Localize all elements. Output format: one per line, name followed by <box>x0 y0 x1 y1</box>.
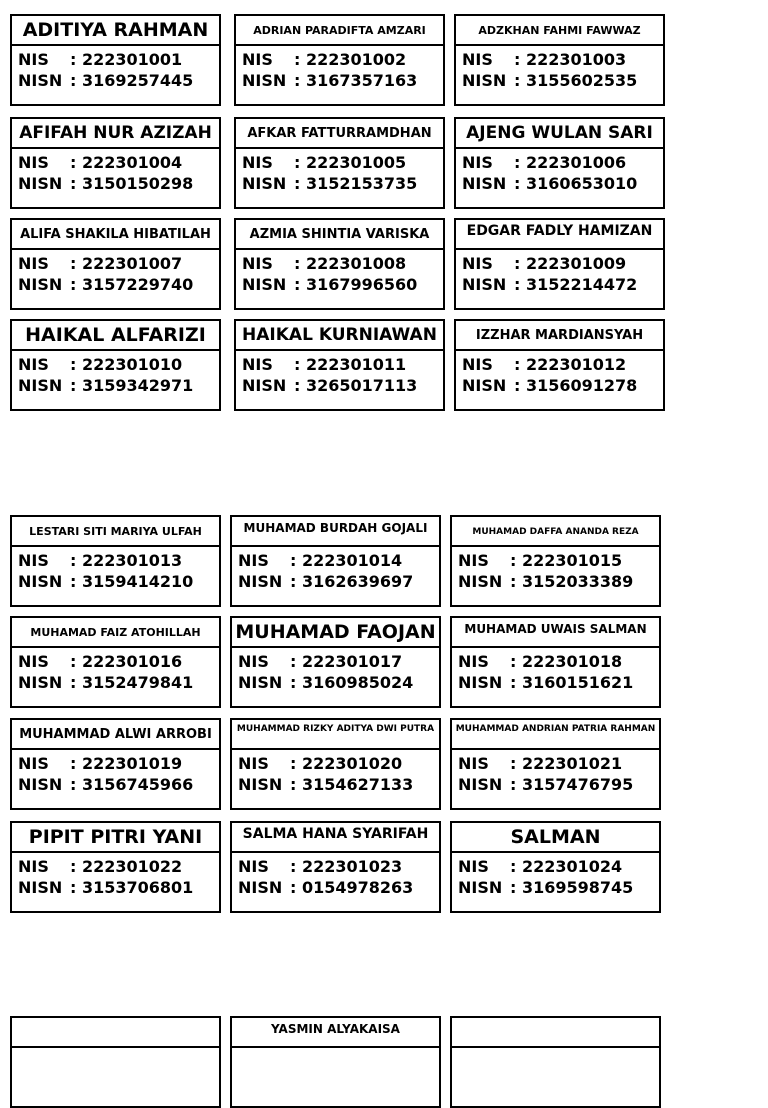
nis-value: : 222301002 <box>294 50 407 69</box>
nis-row <box>462 354 637 375</box>
student-ids <box>242 49 417 91</box>
nis-value: : 222301019 <box>70 754 183 773</box>
student-label-card <box>10 1016 221 1108</box>
nisn-label: NISN <box>238 572 283 591</box>
nisn-row <box>462 70 637 91</box>
nisn-label: NISN <box>462 71 507 90</box>
student-label-card <box>450 1016 661 1108</box>
nisn-row <box>242 173 417 194</box>
student-ids <box>242 253 417 295</box>
nisn-row <box>458 672 633 693</box>
nis-label: NIS <box>238 652 269 671</box>
nis-label: NIS <box>18 254 49 273</box>
nis-label: NIS <box>462 254 493 273</box>
nisn-label: NISN <box>18 878 63 897</box>
student-label-card <box>10 821 221 913</box>
nisn-value: : 3153706801 <box>70 878 194 897</box>
student-ids <box>238 753 413 795</box>
student-ids <box>458 753 633 795</box>
nisn-label: NISN <box>458 572 503 591</box>
nisn-label: NISN <box>462 275 507 294</box>
student-ids <box>238 856 413 898</box>
nisn-value: : 3157229740 <box>70 275 194 294</box>
student-label-card <box>230 1016 441 1108</box>
student-label-card <box>10 319 221 411</box>
nisn-row <box>18 672 193 693</box>
nis-value: : 222301010 <box>70 355 183 374</box>
student-name: MUHAMAD BURDAH GOJALI <box>232 517 439 547</box>
student-name: AFIFAH NUR AZIZAH <box>12 119 219 149</box>
nis-value: : 222301001 <box>70 50 183 69</box>
student-label-card <box>10 616 221 708</box>
student-ids <box>238 550 413 592</box>
nis-label: NIS <box>458 754 489 773</box>
student-label-card <box>454 319 665 411</box>
student-ids <box>18 152 193 194</box>
nisn-value: : 3152214472 <box>514 275 638 294</box>
nis-value: : 222301007 <box>70 254 183 273</box>
nis-label: NIS <box>242 50 273 69</box>
nis-row <box>458 856 633 877</box>
nisn-row <box>18 375 193 396</box>
nis-value: : 222301009 <box>514 254 627 273</box>
nis-value: : 222301018 <box>510 652 623 671</box>
student-name: YASMIN ALYAKAISA <box>232 1018 439 1048</box>
nis-row <box>18 354 193 375</box>
nis-value: : 222301011 <box>294 355 407 374</box>
nisn-row <box>458 774 633 795</box>
nisn-row <box>242 375 417 396</box>
student-ids <box>462 354 637 396</box>
nisn-label: NISN <box>242 174 287 193</box>
nis-value: : 222301004 <box>70 153 183 172</box>
nis-row <box>458 550 633 571</box>
nisn-row <box>18 774 193 795</box>
nis-value: : 222301022 <box>70 857 183 876</box>
nis-label: NIS <box>18 50 49 69</box>
nis-label: NIS <box>242 153 273 172</box>
nisn-row <box>242 70 417 91</box>
nisn-value: : 3154627133 <box>290 775 414 794</box>
student-ids <box>462 49 637 91</box>
nisn-value: : 3152033389 <box>510 572 634 591</box>
nis-value: : 222301016 <box>70 652 183 671</box>
nis-value: : 222301003 <box>514 50 627 69</box>
student-label-card <box>230 718 441 810</box>
student-name: SALMAN <box>452 823 659 853</box>
nis-value: : 222301013 <box>70 551 183 570</box>
nisn-row <box>18 877 193 898</box>
nis-row <box>18 651 193 672</box>
nis-label: NIS <box>18 857 49 876</box>
student-name: ADZKHAN FAHMI FAWWAZ <box>456 16 663 46</box>
nis-row <box>242 354 417 375</box>
nisn-value: : 3155602535 <box>514 71 638 90</box>
nisn-label: NISN <box>458 775 503 794</box>
nis-row <box>18 856 193 877</box>
nisn-value: : 3156091278 <box>514 376 638 395</box>
student-ids <box>18 49 193 91</box>
student-name: LESTARI SITI MARIYA ULFAH <box>12 517 219 547</box>
student-ids <box>462 152 637 194</box>
student-name: IZZHAR MARDIANSYAH <box>456 321 663 351</box>
student-name: MUHAMMAD ANDRIAN PATRIA RAHMAN <box>452 720 659 750</box>
student-label-card <box>450 718 661 810</box>
nis-value: : 222301023 <box>290 857 403 876</box>
nisn-row <box>238 571 413 592</box>
student-name: AZMIA SHINTIA VARISKA <box>236 220 443 250</box>
student-label-card <box>234 218 445 310</box>
nis-label: NIS <box>242 355 273 374</box>
nis-row <box>18 253 193 274</box>
student-name: AFKAR FATTURRAMDHAN <box>236 119 443 149</box>
nisn-value: : 3160985024 <box>290 673 414 692</box>
nis-label: NIS <box>458 857 489 876</box>
nis-value: : 222301020 <box>290 754 403 773</box>
student-ids <box>18 550 193 592</box>
student-name: MUHAMAD DAFFA ANANDA REZA <box>452 517 659 547</box>
student-label-card <box>454 218 665 310</box>
nisn-value: : 0154978263 <box>290 878 414 897</box>
nisn-row <box>462 274 637 295</box>
nisn-row <box>238 877 413 898</box>
nis-row <box>462 49 637 70</box>
nisn-label: NISN <box>462 174 507 193</box>
nisn-label: NISN <box>18 775 63 794</box>
student-label-card <box>10 515 221 607</box>
nis-row <box>242 152 417 173</box>
student-name: SALMA HANA SYARIFAH <box>232 823 439 853</box>
student-label-card <box>454 14 665 106</box>
student-label-card <box>450 515 661 607</box>
student-ids <box>18 354 193 396</box>
nis-row <box>242 49 417 70</box>
nisn-row <box>238 672 413 693</box>
student-name: PIPIT PITRI YANI <box>12 823 219 853</box>
nis-label: NIS <box>238 857 269 876</box>
nisn-value: : 3152153735 <box>294 174 418 193</box>
nis-value: : 222301015 <box>510 551 623 570</box>
nisn-label: NISN <box>458 878 503 897</box>
nisn-row <box>18 173 193 194</box>
nisn-label: NISN <box>18 673 63 692</box>
nisn-value: : 3150150298 <box>70 174 194 193</box>
nisn-label: NISN <box>238 673 283 692</box>
student-name: MUHAMMAD RIZKY ADITYA DWI PUTRA <box>232 720 439 750</box>
nis-row <box>462 253 637 274</box>
nisn-value: : 3159342971 <box>70 376 194 395</box>
nis-row <box>238 856 413 877</box>
nis-row <box>18 152 193 173</box>
nis-label: NIS <box>462 355 493 374</box>
nis-label: NIS <box>242 254 273 273</box>
nisn-value: : 3169257445 <box>70 71 194 90</box>
nis-value: : 222301008 <box>294 254 407 273</box>
student-ids <box>238 651 413 693</box>
nisn-value: : 3167357163 <box>294 71 418 90</box>
nis-row <box>238 651 413 672</box>
nis-value: : 222301005 <box>294 153 407 172</box>
nis-label: NIS <box>458 551 489 570</box>
nisn-row <box>462 375 637 396</box>
student-name: ADRIAN PARADIFTA AMZARI <box>236 16 443 46</box>
nisn-value: : 3160151621 <box>510 673 634 692</box>
student-ids <box>18 253 193 295</box>
nisn-value: : 3152479841 <box>70 673 194 692</box>
nis-value: : 222301014 <box>290 551 403 570</box>
student-label-card <box>10 117 221 209</box>
nisn-label: NISN <box>458 673 503 692</box>
nis-row <box>18 753 193 774</box>
nisn-value: : 3162639697 <box>290 572 414 591</box>
nisn-value: : 3156745966 <box>70 775 194 794</box>
student-label-card <box>234 117 445 209</box>
nisn-label: NISN <box>462 376 507 395</box>
nis-row <box>238 753 413 774</box>
nis-label: NIS <box>238 754 269 773</box>
nisn-label: NISN <box>238 775 283 794</box>
student-ids <box>462 253 637 295</box>
student-label-card <box>230 616 441 708</box>
nisn-label: NISN <box>242 71 287 90</box>
nis-value: : 222301021 <box>510 754 623 773</box>
student-label-card <box>234 14 445 106</box>
nisn-label: NISN <box>18 376 63 395</box>
student-ids <box>18 856 193 898</box>
student-name: HAIKAL ALFARIZI <box>12 321 219 351</box>
nis-row <box>18 49 193 70</box>
student-name: MUHAMAD FAIZ ATOHILLAH <box>12 618 219 648</box>
student-label-card <box>10 718 221 810</box>
nis-row <box>458 753 633 774</box>
student-ids <box>458 550 633 592</box>
nis-label: NIS <box>238 551 269 570</box>
nisn-value: : 3157476795 <box>510 775 634 794</box>
student-ids <box>458 651 633 693</box>
student-ids <box>458 856 633 898</box>
nisn-label: NISN <box>18 174 63 193</box>
student-label-card <box>454 117 665 209</box>
student-label-card <box>450 616 661 708</box>
student-name: MUHAMAD UWAIS SALMAN <box>452 618 659 648</box>
student-name <box>452 1018 659 1048</box>
nis-value: : 222301006 <box>514 153 627 172</box>
nisn-row <box>462 173 637 194</box>
nisn-row <box>18 571 193 592</box>
nis-row <box>242 253 417 274</box>
nisn-row <box>18 274 193 295</box>
nis-row <box>458 651 633 672</box>
nis-label: NIS <box>458 652 489 671</box>
student-name: ALIFA SHAKILA HIBATILAH <box>12 220 219 250</box>
nis-label: NIS <box>462 50 493 69</box>
nis-row <box>18 550 193 571</box>
nis-label: NIS <box>18 355 49 374</box>
nisn-value: : 3160653010 <box>514 174 638 193</box>
student-label-card <box>234 319 445 411</box>
student-label-card <box>10 14 221 106</box>
nisn-label: NISN <box>18 71 63 90</box>
nis-value: : 222301017 <box>290 652 403 671</box>
student-name: HAIKAL KURNIAWAN <box>236 321 443 351</box>
nisn-label: NISN <box>18 572 63 591</box>
nis-row <box>238 550 413 571</box>
student-name: MUHAMAD FAOJAN <box>232 618 439 648</box>
nis-row <box>462 152 637 173</box>
student-ids <box>18 651 193 693</box>
nis-label: NIS <box>18 551 49 570</box>
nisn-label: NISN <box>18 275 63 294</box>
student-ids <box>242 354 417 396</box>
student-name: ADITIYA RAHMAN <box>12 16 219 46</box>
nis-label: NIS <box>18 754 49 773</box>
nisn-value: : 3167996560 <box>294 275 418 294</box>
nisn-row <box>18 70 193 91</box>
nis-value: : 222301024 <box>510 857 623 876</box>
student-label-card <box>10 218 221 310</box>
student-label-card <box>230 515 441 607</box>
nis-value: : 222301012 <box>514 355 627 374</box>
nisn-value: : 3159414210 <box>70 572 194 591</box>
student-name <box>12 1018 219 1048</box>
student-name: EDGAR FADLY HAMIZAN <box>456 220 663 250</box>
nisn-value: : 3169598745 <box>510 878 634 897</box>
student-name: AJENG WULAN SARI <box>456 119 663 149</box>
nis-label: NIS <box>18 153 49 172</box>
nisn-row <box>458 571 633 592</box>
nisn-row <box>458 877 633 898</box>
nisn-label: NISN <box>238 878 283 897</box>
student-label-card <box>230 821 441 913</box>
nisn-row <box>238 774 413 795</box>
student-label-card <box>450 821 661 913</box>
nisn-label: NISN <box>242 275 287 294</box>
student-ids <box>18 753 193 795</box>
nisn-label: NISN <box>242 376 287 395</box>
student-name: MUHAMMAD ALWI ARROBI <box>12 720 219 750</box>
student-ids <box>242 152 417 194</box>
nis-label: NIS <box>462 153 493 172</box>
nisn-row <box>242 274 417 295</box>
nis-label: NIS <box>18 652 49 671</box>
nisn-value: : 3265017113 <box>294 376 418 395</box>
